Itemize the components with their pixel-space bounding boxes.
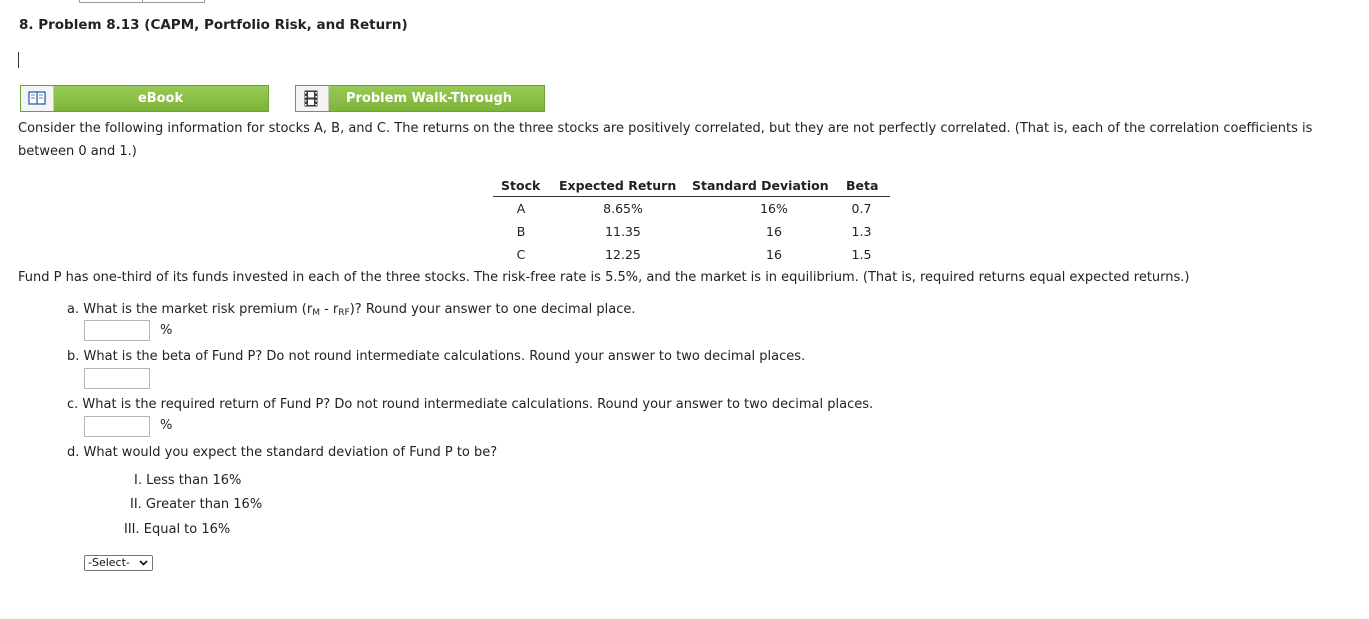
table-header-row <box>493 174 890 197</box>
cell-standard-deviation: 16% <box>760 201 788 216</box>
question-c: c. What is the required return of Fund P? Do not round intermediate calculations. Round your answer to two decimal places. <box>67 397 874 412</box>
question-a-mid: - r <box>319 302 339 317</box>
answer-c-input[interactable] <box>84 416 150 437</box>
cell-beta: 0.7 <box>851 201 872 216</box>
cell-beta: 1.3 <box>851 224 872 239</box>
question-a-prefix: a. What is the market risk premium (r <box>67 302 313 317</box>
cell-standard-deviation: 16 <box>766 224 782 239</box>
question-a <box>67 302 636 318</box>
header-standard-deviation: Standard Deviation <box>692 178 829 193</box>
question-b: b. What is the beta of Fund P? Do not round intermediate calculations. Round your answer to two decimal places. <box>67 349 806 364</box>
top-tab-outline <box>79 0 205 3</box>
question-a-suffix: )? Round your answer to one decimal place. <box>349 302 636 317</box>
stock-table <box>493 174 890 266</box>
cell-stock: A <box>516 201 526 216</box>
answer-a-unit: % <box>160 323 173 338</box>
answer-c-unit: % <box>160 418 173 433</box>
text-cursor <box>18 52 19 68</box>
answer-a-input[interactable] <box>84 320 150 341</box>
film-strip-icon <box>296 86 329 111</box>
table-row <box>493 220 890 243</box>
subscript-m: M <box>312 308 320 318</box>
header-beta: Beta <box>846 178 879 193</box>
book-icon <box>21 86 54 111</box>
cell-stock: B <box>516 224 526 239</box>
option-iii: III. Equal to 16% <box>124 522 231 537</box>
ebook-label: eBook <box>137 91 184 106</box>
walkthrough-label: Problem Walk-Through <box>346 91 513 106</box>
question-d: d. What would you expect the standard deviation of Fund P to be? <box>67 445 498 460</box>
cell-expected-return: 12.25 <box>605 247 641 262</box>
subscript-rf: RF <box>338 308 350 318</box>
cell-expected-return: 11.35 <box>605 224 641 239</box>
option-ii: II. Greater than 16% <box>130 497 263 512</box>
problem-walkthrough-button[interactable] <box>295 85 545 112</box>
select-value: -Select- <box>88 556 130 569</box>
ebook-button[interactable] <box>20 85 269 112</box>
intro-text: Consider the following information for stocks A, B, and C. The returns on the three stocks are positively correlated, but they are not perfectly correlated. (That is, each of the correlation coefficients is between 0 and 1.) <box>18 121 1313 159</box>
cell-beta: 1.5 <box>851 247 872 262</box>
answer-b-input[interactable] <box>84 368 150 389</box>
option-i: I. Less than 16% <box>134 473 242 488</box>
table-row <box>493 243 890 266</box>
cell-stock: C <box>516 247 526 262</box>
answer-d-select[interactable] <box>84 555 153 571</box>
header-expected-return: Expected Return <box>559 178 677 193</box>
problem-title: 8. Problem 8.13 (CAPM, Portfolio Risk, and Return) <box>19 17 408 33</box>
table-row <box>493 197 890 220</box>
fund-description: Fund P has one-third of its funds invested in each of the three stocks. The risk-free rate is 5.5%, and the market is in equilibrium. (That is, required returns equal expected returns.) <box>18 270 1190 285</box>
cell-expected-return: 8.65% <box>603 201 643 216</box>
header-stock: Stock <box>501 178 541 193</box>
cell-standard-deviation: 16 <box>766 247 782 262</box>
chevron-down-icon <box>139 560 148 566</box>
